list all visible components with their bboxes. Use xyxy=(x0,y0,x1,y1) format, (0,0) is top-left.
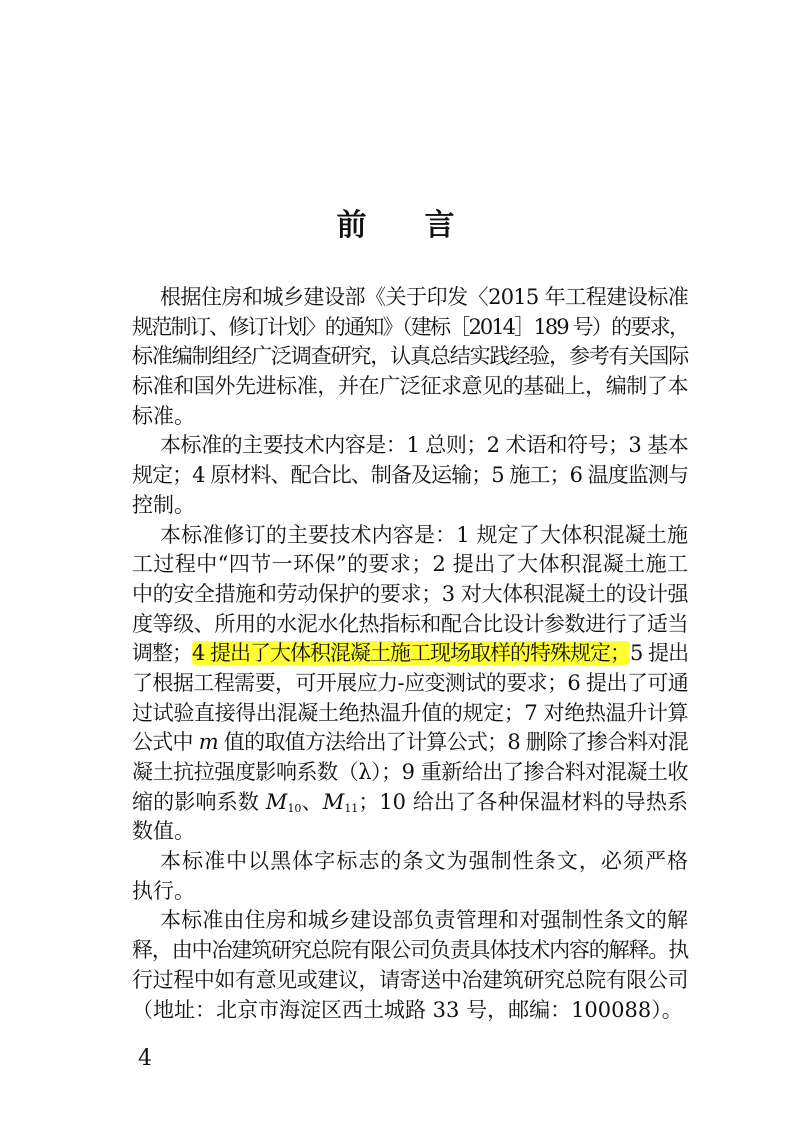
text-segment: 工过程中“四节一环保”的要求；2 提出了大体积混凝土施工 xyxy=(132,552,688,577)
text-segment: 值的取值方法给出了计算公式；8 删除了掺合料对混 xyxy=(217,730,688,755)
text-line xyxy=(132,342,688,372)
text-segment: 公式中 xyxy=(132,730,199,755)
text-segment: 行过程中如有意见或建议，请寄送中冶建筑研究总院有限公司 xyxy=(132,967,688,992)
text-segment: 了根据工程需要，可开展应力-应变测试的要求；6 提出了可通 xyxy=(132,670,688,695)
text-segment: 标准和国外先进标准，并在广泛征求意见的基础上，编制了本 xyxy=(132,374,688,399)
text-segment: 调整； xyxy=(132,641,192,666)
title-char-2: 言 xyxy=(424,208,457,243)
text-segment: M xyxy=(322,789,345,814)
text-line xyxy=(132,580,688,610)
text-segment: 中的安全措施和劳动保护的要求；3 对大体积混凝土的设计强 xyxy=(132,581,688,606)
text-segment: ；10 给出了各种保温材料的导热系 xyxy=(358,789,688,814)
text-segment: （地址：北京市海淀区西土城路 33 号，邮编：100088）。 xyxy=(132,997,683,1022)
text-segment: 控制。 xyxy=(132,492,195,517)
text-line xyxy=(132,372,688,402)
text-line xyxy=(132,847,688,877)
text-segment: 标准。 xyxy=(132,403,195,428)
text-line xyxy=(132,521,688,551)
text-line xyxy=(132,550,688,580)
text-segment: 5 提出 xyxy=(630,641,689,666)
text-line xyxy=(132,431,688,461)
text-line xyxy=(132,817,688,847)
text-line xyxy=(132,402,688,432)
text-line xyxy=(132,491,688,521)
text-line xyxy=(132,996,688,1026)
text-segment: 缩的影响系数 xyxy=(132,789,266,814)
text-segment: 标准编制组经广泛调查研究，认真总结实践经验，参考有关国际 xyxy=(132,344,688,369)
text-segment: 规定；4 原材料、配合比、制备及运输；5 施工；6 温度监测与 xyxy=(132,463,688,488)
text-line xyxy=(132,639,688,669)
text-line xyxy=(132,966,688,996)
text-segment: 数值。 xyxy=(132,819,195,844)
text-segment: 规范制订、修订计划〉的通知》（建标［2014］189 号）的要求， xyxy=(132,314,688,339)
highlighted-text: 4 提出了大体积混凝土施工现场取样的特殊规定； xyxy=(192,641,631,666)
text-line xyxy=(132,610,688,640)
text-segment: 度等级、所用的水泥水化热指标和配合比设计参数进行了适当 xyxy=(132,611,688,636)
text-line xyxy=(132,877,688,907)
text-segment: 释，由中冶建筑研究总院有限公司负责具体技术内容的解释。执 xyxy=(132,938,688,963)
text-line xyxy=(132,313,688,343)
text-segment: 本标准修订的主要技术内容是：1 规定了大体积混凝土施 xyxy=(160,522,688,547)
page-title xyxy=(0,200,793,244)
text-segment: M xyxy=(265,789,288,814)
text-line xyxy=(132,669,688,699)
text-line xyxy=(132,728,688,758)
text-line xyxy=(132,788,688,818)
text-line xyxy=(132,461,688,491)
text-segment: 凝土抗拉强度影响系数（λ）；9 重新给出了掺合料对混凝土收 xyxy=(132,760,688,784)
title-char-1: 前 xyxy=(336,208,369,243)
text-line xyxy=(132,936,688,966)
text-line xyxy=(132,699,688,729)
text-segment: 10 xyxy=(287,801,302,815)
text-segment: 根据住房和城乡建设部《关于印发〈2015 年工程建设标准 xyxy=(160,285,688,309)
text-segment: 执行。 xyxy=(132,878,195,903)
text-segment: 本标准中以黑体字标志的条文为强制性条文，必须严格 xyxy=(160,849,688,874)
text-segment: 过试验直接得出混凝土绝热温升值的规定；7 对绝热温升计算 xyxy=(132,700,688,725)
text-segment: 11 xyxy=(344,801,359,815)
text-line xyxy=(132,758,688,788)
page-number: 4 xyxy=(138,1046,152,1071)
text-segment: 本标准的主要技术内容是：1 总则；2 术语和符号；3 基本 xyxy=(160,433,688,458)
text-segment: 本标准由住房和城乡建设部负责管理和对强制性条文的解 xyxy=(160,908,688,933)
text-segment: 、 xyxy=(301,789,323,814)
text-line xyxy=(132,906,688,936)
preface-body xyxy=(132,283,688,1025)
text-segment: m xyxy=(198,730,218,755)
text-line xyxy=(132,283,688,313)
